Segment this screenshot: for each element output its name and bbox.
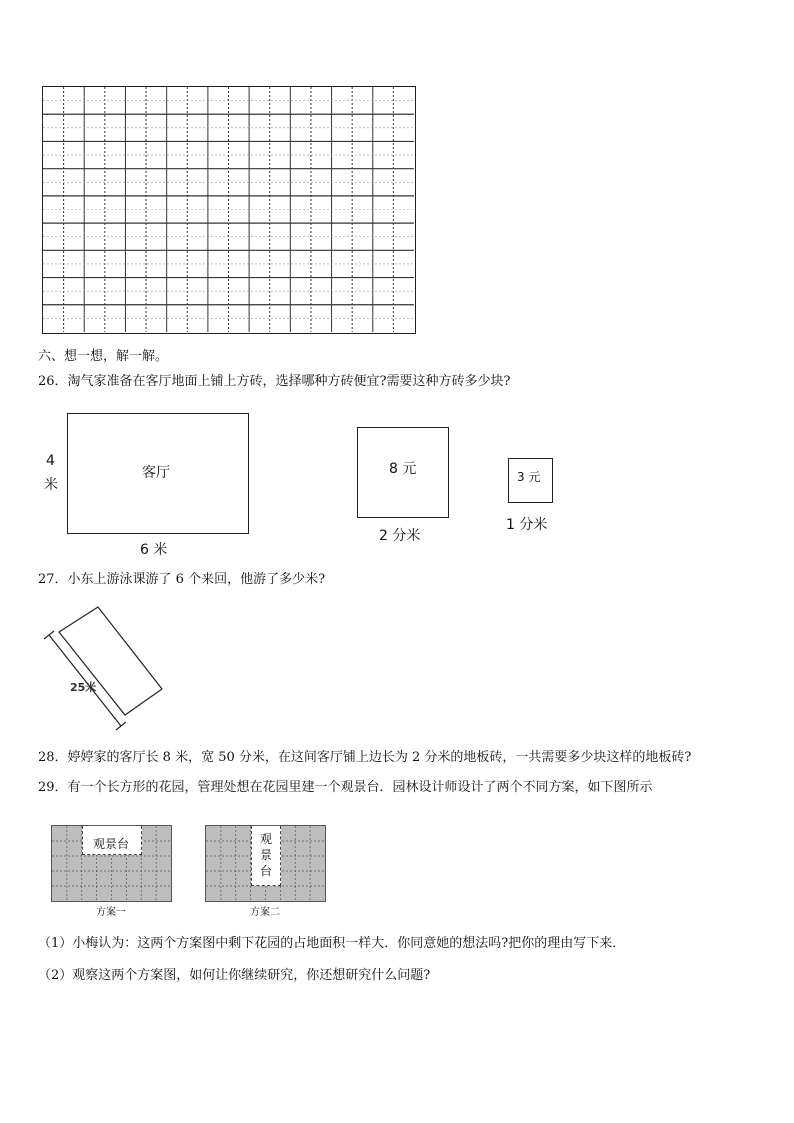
question-29-part-2: （2）观察这两个方案图，如何让你继续研究，你还想研究什么问题? xyxy=(38,968,431,983)
plan-one-caption: 方案一 xyxy=(96,907,126,918)
answer-writing-grid xyxy=(42,86,416,334)
room-height-unit: 米 xyxy=(44,477,58,493)
small-tile-price: 3 元 xyxy=(517,470,541,484)
plan-two-label-char-2: 景 xyxy=(260,848,273,862)
plan-one-diagram xyxy=(51,825,172,902)
pool-length-label: 25米 xyxy=(70,681,97,694)
room-height-number: 4 xyxy=(46,453,55,469)
question-29-text: 29．有一个长方形的花园，管理处想在花园里建一个观景台．园林设计师设计了两个不同方案，如下图所示 xyxy=(38,780,653,795)
small-tile-size: 1 分米 xyxy=(506,517,548,533)
swimming-pool-outline xyxy=(59,607,162,715)
plan-two-platform-label xyxy=(260,831,272,879)
section-title: 六、想一想，解一解。 xyxy=(38,349,169,364)
question-26-text: 26．淘气家准备在客厅地面上铺上方砖，选择哪种方砖便宜?需要这种方砖多少块? xyxy=(38,374,511,389)
question-27-text: 27．小东上游泳课游了 6 个来回，他游了多少米? xyxy=(38,572,326,587)
living-room-label: 客厅 xyxy=(142,465,170,481)
plan-two-caption: 方案二 xyxy=(250,907,280,918)
question-28-text: 28．婷婷家的客厅长 8 米，宽 50 分米，在这间客厅铺上边长为 2 分米的地板砖，一共需要多少块这样的地板砖? xyxy=(38,750,692,765)
plan-one-platform-label: 观景台 xyxy=(93,837,130,851)
plan-two-label-char-1: 观 xyxy=(260,832,273,846)
pool-length-tick-end xyxy=(116,722,126,730)
plan-two-diagram xyxy=(205,825,326,902)
large-tile-size: 2 分米 xyxy=(379,528,421,544)
plan-two-label-char-3: 台 xyxy=(260,864,273,878)
writing-grid-lines xyxy=(43,87,414,332)
large-tile-price: 8 元 xyxy=(389,461,417,477)
room-width-label: 6 米 xyxy=(140,542,168,558)
pool-length-tick-start xyxy=(44,631,54,639)
swimming-pool-diagram xyxy=(40,605,170,735)
question-29-part-1: （1）小梅认为：这两个方案图中剩下花园的占地面积一样大．你同意她的想法吗?把你的理由写下来． xyxy=(38,936,626,951)
